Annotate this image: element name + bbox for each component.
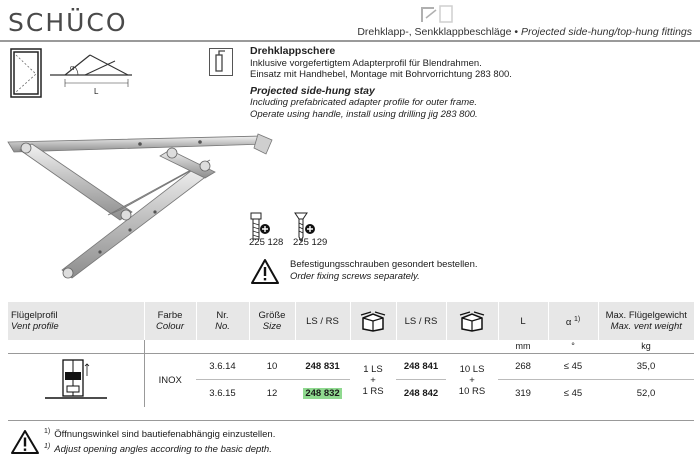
- header-divider: [0, 40, 700, 42]
- footnote-mark: 1): [44, 443, 51, 451]
- footnote-de: Öffnungswinkel sind bautiefenabhängig einzustellen.: [54, 429, 276, 441]
- screw-code-2: 225 129: [293, 237, 328, 248]
- col-pack-single: [350, 302, 396, 340]
- row2-number: 3.6.15: [209, 387, 236, 399]
- diagram-length-label: L: [94, 87, 99, 96]
- diagram-angle-label: α: [70, 63, 75, 72]
- window-handle-icon: [210, 49, 232, 75]
- screw-notice: [290, 259, 478, 282]
- col-size-de: Größe: [258, 310, 286, 321]
- col-angle-footnote: 1): [573, 315, 581, 323]
- row2-code-single-highlight: 248 832: [305, 387, 340, 399]
- unit-length: mm: [498, 340, 548, 353]
- unit-angle: °: [548, 340, 598, 353]
- footnote-divider: [8, 420, 694, 421]
- window-opening-diagram: [10, 47, 135, 103]
- header-title-de: Drehklapp-, Senkklappbeschläge: [357, 26, 512, 38]
- screw-icon-cylinder-head: [251, 213, 270, 239]
- pack-multi-quantity: [446, 353, 498, 407]
- projected-window-icon: [420, 4, 454, 24]
- footnote-en: Adjust opening angles according to the basic depth.: [54, 444, 272, 456]
- product-line-de-1: Inklusive vorgefertigtem Adapterprofil für Blendrahmen.: [250, 57, 482, 69]
- pack-multi-rs: 10 RS: [458, 385, 486, 397]
- row1-angle: ≤ 45: [548, 353, 598, 380]
- row2-length: 319: [515, 387, 531, 399]
- row2-angle: ≤ 45: [563, 387, 583, 399]
- footnote-mark: 1): [44, 428, 51, 435]
- col-vent-profile-de: Flügelprofil: [11, 310, 58, 321]
- col-vent-profile-en: Vent profile: [11, 321, 59, 332]
- schueco-logo: SCHÜCO: [8, 8, 128, 37]
- screw-notice-en: Order fixing screws separately.: [290, 270, 420, 282]
- unit-weight: kg: [598, 340, 694, 353]
- product-description: [250, 46, 690, 120]
- col-lsrs-pack: LS / RS: [396, 302, 446, 340]
- col-max-weight: [598, 302, 694, 340]
- row1-number: 3.6.14: [196, 353, 249, 380]
- product-line-en-2: Operate using handle, install using drilling jig 283 800.: [250, 108, 478, 120]
- table-row: [8, 353, 694, 380]
- row2-code-pack: 248 842: [403, 387, 439, 399]
- pack-single-quantity: [350, 353, 396, 407]
- warning-icon: [10, 429, 40, 455]
- product-title-en: Projected side-hung stay: [250, 84, 375, 97]
- col-max-weight-en: Max. vent weight: [610, 321, 682, 332]
- col-number-en: No.: [215, 321, 230, 332]
- screw-code-1: 225 128: [249, 237, 284, 248]
- col-number: [196, 302, 249, 340]
- vent-profile-drawing: [41, 354, 111, 404]
- col-size-en: Size: [262, 321, 282, 332]
- row2-code-single-cell: [295, 380, 350, 407]
- package-box-icon: [359, 310, 387, 332]
- row2-size: 12: [266, 387, 278, 399]
- col-colour-en: Colour: [156, 321, 184, 332]
- row1-code-single: 248 831: [295, 353, 350, 380]
- specifications-table: [8, 302, 694, 407]
- header-separator: •: [511, 26, 521, 38]
- warning-icon: [250, 258, 280, 285]
- pack-single-ls: 1 LS: [363, 363, 383, 375]
- handle-icon-frame: [209, 48, 233, 76]
- product-title-de: Drehklappschere: [250, 45, 336, 57]
- col-length: L: [498, 302, 548, 340]
- page-header-title: [357, 26, 692, 38]
- row1-length: 268: [498, 353, 548, 380]
- colour-value: INOX: [144, 353, 196, 407]
- package-box-icon: [458, 310, 486, 332]
- row1-size: 10: [249, 353, 295, 380]
- col-size: [249, 302, 295, 340]
- col-vent-profile: [8, 302, 144, 340]
- screw-notice-de: Befestigungsschrauben gesondert bestellen.: [290, 259, 478, 270]
- product-line-de-2: Einsatz mit Handhebel, Montage mit Bohrvorrichtung 283 800.: [250, 69, 512, 80]
- row1-code-pack: 248 841: [396, 353, 446, 380]
- row1-weight: 35,0: [598, 353, 694, 380]
- col-colour-de: Farbe: [157, 310, 183, 321]
- col-lsrs-single: LS / RS: [295, 302, 350, 340]
- table-header-row: [8, 302, 694, 340]
- col-angle-symbol: α: [565, 317, 572, 329]
- pack-single-rs: 1 RS: [362, 385, 384, 397]
- col-pack-multi: [446, 302, 498, 340]
- col-colour: [144, 302, 196, 340]
- screw-article-numbers: [249, 237, 337, 248]
- pack-single-plus: +: [370, 374, 376, 386]
- footnote-de-line: [44, 426, 275, 441]
- product-line-en-1: Including prefabricated adapter profile for outer frame.: [250, 97, 478, 108]
- col-max-weight-de: Max. Flügelgewicht: [605, 310, 687, 321]
- col-angle: [548, 302, 598, 340]
- footnote-en-line: [44, 441, 275, 456]
- row2-weight: 52,0: [636, 387, 656, 399]
- col-number-de: Nr.: [216, 310, 229, 321]
- pack-multi-plus: +: [469, 374, 475, 386]
- footnote: [44, 426, 275, 456]
- vent-profile-drawing-cell: [8, 353, 144, 407]
- header-title-en: Projected side-hung/top-hung fittings: [520, 26, 692, 38]
- table-units-row: [8, 340, 694, 353]
- pack-multi-ls: 10 LS: [459, 363, 485, 375]
